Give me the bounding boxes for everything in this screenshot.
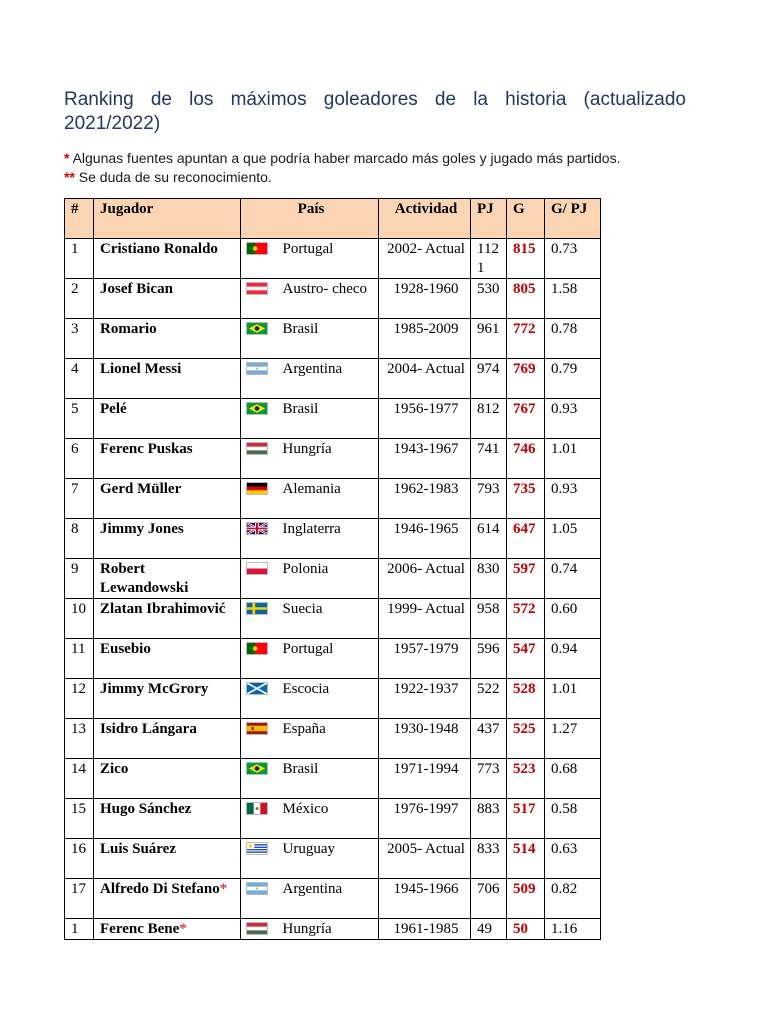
- player-cell: [94, 399, 241, 439]
- hungary-flag-icon: [246, 922, 268, 935]
- flag-cell: [241, 759, 279, 799]
- activity-cell: 1971-1994: [379, 759, 471, 799]
- player-cell: [94, 919, 241, 940]
- activity-cell: 2006- Actual: [379, 559, 471, 599]
- table-row: [65, 639, 601, 679]
- country-cell: Escocia: [279, 679, 379, 719]
- goals-per-match-cell: 0.60: [545, 599, 601, 639]
- country-cell: Hungría: [279, 919, 379, 940]
- flag-cell: [241, 919, 279, 940]
- player-cell: [94, 559, 241, 599]
- country-cell: Portugal: [279, 239, 379, 279]
- player-name: Hugo Sánchez: [100, 801, 192, 817]
- rank-cell: 5: [65, 399, 94, 439]
- rank-cell: 13: [65, 719, 94, 759]
- matches-cell: 1121: [471, 239, 507, 279]
- goals-cell: 805: [507, 279, 545, 319]
- goals-cell: 572: [507, 599, 545, 639]
- player-name: Cristiano Ronaldo: [100, 241, 218, 257]
- goals-cell: 514: [507, 839, 545, 879]
- austria-flag-icon: [246, 282, 268, 295]
- table-row: [65, 599, 601, 639]
- goals-per-match-cell: 0.63: [545, 839, 601, 879]
- matches-cell: 793: [471, 479, 507, 519]
- goals-cell: 815: [507, 239, 545, 279]
- asterisk-mark: *: [219, 881, 228, 897]
- player-cell: [94, 759, 241, 799]
- goals-cell: 547: [507, 639, 545, 679]
- rank-cell: 16: [65, 839, 94, 879]
- activity-cell: 1943-1967: [379, 439, 471, 479]
- sweden-flag-icon: [246, 602, 268, 615]
- uk-flag-icon: [246, 522, 268, 535]
- header-goals: G: [507, 199, 545, 239]
- country-cell: Uruguay: [279, 839, 379, 879]
- table-row: [65, 839, 601, 879]
- player-name: Gerd Müller: [100, 481, 182, 497]
- matches-cell: 522: [471, 679, 507, 719]
- table-row: [65, 279, 601, 319]
- player-cell: [94, 599, 241, 639]
- hungary-flag-icon: [246, 442, 268, 455]
- rank-cell: 2: [65, 279, 94, 319]
- rank-cell: 1: [65, 239, 94, 279]
- flag-cell: [241, 439, 279, 479]
- uruguay-flag-icon: [246, 842, 268, 855]
- footnote-doubtful: [64, 168, 272, 186]
- matches-cell: 883: [471, 799, 507, 839]
- player-cell: [94, 359, 241, 399]
- flag-cell: [241, 679, 279, 719]
- rank-cell: 15: [65, 799, 94, 839]
- goals-cell: 509: [507, 879, 545, 919]
- country-cell: Argentina: [279, 359, 379, 399]
- goals-cell: 597: [507, 559, 545, 599]
- flag-cell: [241, 519, 279, 559]
- matches-cell: 437: [471, 719, 507, 759]
- argentina-flag-icon: [246, 362, 268, 375]
- country-cell: Brasil: [279, 319, 379, 359]
- goals-per-match-cell: 0.94: [545, 639, 601, 679]
- page-title: Ranking de los máximos goleadores de la historia (actualizado 2021/2022): [64, 89, 686, 134]
- player-name: Lionel Messi: [100, 361, 182, 377]
- country-cell: Inglaterra: [279, 519, 379, 559]
- flag-cell: [241, 599, 279, 639]
- table-row: [65, 679, 601, 719]
- country-cell: Alemania: [279, 479, 379, 519]
- header-country: País: [241, 199, 379, 239]
- player-cell: [94, 279, 241, 319]
- goals-cell: 523: [507, 759, 545, 799]
- matches-cell: 830: [471, 559, 507, 599]
- flag-cell: [241, 799, 279, 839]
- country-cell: España: [279, 719, 379, 759]
- goals-cell: 767: [507, 399, 545, 439]
- activity-cell: 1962-1983: [379, 479, 471, 519]
- goals-per-match-cell: 1.27: [545, 719, 601, 759]
- flag-cell: [241, 719, 279, 759]
- goals-per-match-cell: 1.01: [545, 679, 601, 719]
- table-row: [65, 479, 601, 519]
- matches-cell: 773: [471, 759, 507, 799]
- player-name: Josef Bican: [100, 281, 173, 297]
- player-cell: [94, 639, 241, 679]
- activity-cell: 1957-1979: [379, 639, 471, 679]
- poland-flag-icon: [246, 562, 268, 575]
- brazil-flag-icon: [246, 402, 268, 415]
- country-cell: Suecia: [279, 599, 379, 639]
- brazil-flag-icon: [246, 322, 268, 335]
- country-cell: Argentina: [279, 879, 379, 919]
- header-player: Jugador: [94, 199, 241, 239]
- matches-cell: 530: [471, 279, 507, 319]
- goals-per-match-cell: 0.58: [545, 799, 601, 839]
- player-name: Jimmy Jones: [100, 521, 184, 537]
- header-activity: Actividad: [379, 199, 471, 239]
- player-cell: [94, 479, 241, 519]
- goals-per-match-cell: 0.93: [545, 399, 601, 439]
- germany-flag-icon: [246, 482, 268, 495]
- country-cell: Hungría: [279, 439, 379, 479]
- player-name: Ferenc Bene: [100, 921, 180, 937]
- matches-cell: 958: [471, 599, 507, 639]
- player-cell: [94, 719, 241, 759]
- activity-cell: 1946-1965: [379, 519, 471, 559]
- activity-cell: 1945-1966: [379, 879, 471, 919]
- flag-cell: [241, 839, 279, 879]
- scotland-flag-icon: [246, 682, 268, 695]
- asterisk-mark: *: [179, 921, 187, 937]
- flag-cell: [241, 479, 279, 519]
- player-cell: [94, 839, 241, 879]
- goals-per-match-cell: 1.01: [545, 439, 601, 479]
- player-cell: [94, 679, 241, 719]
- goals-cell: 772: [507, 319, 545, 359]
- flag-cell: [241, 279, 279, 319]
- activity-cell: 1976-1997: [379, 799, 471, 839]
- player-name: Robert Lewandowski: [100, 561, 189, 596]
- player-name: Alfredo Di Stefano: [100, 881, 220, 897]
- matches-cell: 596: [471, 639, 507, 679]
- rank-cell: 9: [65, 559, 94, 599]
- goals-cell: 769: [507, 359, 545, 399]
- top-scorers-table: [64, 198, 601, 940]
- player-name: Romario: [100, 321, 157, 337]
- activity-cell: 1930-1948: [379, 719, 471, 759]
- table-row: [65, 919, 601, 940]
- flag-cell: [241, 399, 279, 439]
- mexico-flag-icon: [246, 802, 268, 815]
- rank-cell: 17: [65, 879, 94, 919]
- table-row: [65, 559, 601, 599]
- player-cell: [94, 519, 241, 559]
- rank-cell: 1: [65, 919, 94, 940]
- country-cell: Brasil: [279, 759, 379, 799]
- player-name: Jimmy McGrory: [100, 681, 209, 697]
- double-asterisk-mark: **: [64, 169, 75, 185]
- goals-per-match-cell: 0.74: [545, 559, 601, 599]
- rank-cell: 11: [65, 639, 94, 679]
- footnote-more-goals: [64, 149, 620, 167]
- table-row: [65, 879, 601, 919]
- argentina-flag-icon: [246, 882, 268, 895]
- activity-cell: 2005- Actual: [379, 839, 471, 879]
- goals-per-match-cell: 1.05: [545, 519, 601, 559]
- flag-cell: [241, 879, 279, 919]
- goals-per-match-cell: 0.73: [545, 239, 601, 279]
- player-name: Eusebio: [100, 641, 151, 657]
- table-row: [65, 359, 601, 399]
- player-name: Pelé: [100, 401, 127, 417]
- goals-cell: 647: [507, 519, 545, 559]
- player-cell: [94, 319, 241, 359]
- flag-cell: [241, 319, 279, 359]
- brazil-flag-icon: [246, 762, 268, 775]
- player-name: Zico: [100, 761, 129, 777]
- table-row: [65, 759, 601, 799]
- matches-cell: 812: [471, 399, 507, 439]
- activity-cell: 1961-1985: [379, 919, 471, 940]
- activity-cell: 2002- Actual: [379, 239, 471, 279]
- rank-cell: 3: [65, 319, 94, 359]
- rank-cell: 14: [65, 759, 94, 799]
- table-row: [65, 439, 601, 479]
- goals-per-match-cell: 0.79: [545, 359, 601, 399]
- table-row: [65, 399, 601, 439]
- matches-cell: 741: [471, 439, 507, 479]
- goals-per-match-cell: 1.16: [545, 919, 601, 940]
- portugal-flag-icon: [246, 242, 268, 255]
- header-rank: #: [65, 199, 94, 239]
- country-cell: México: [279, 799, 379, 839]
- matches-cell: 961: [471, 319, 507, 359]
- goals-per-match-cell: 1.58: [545, 279, 601, 319]
- flag-cell: [241, 559, 279, 599]
- player-cell: [94, 799, 241, 839]
- goals-cell: 746: [507, 439, 545, 479]
- rank-cell: 7: [65, 479, 94, 519]
- footnote-text: Se duda de su reconocimiento.: [74, 169, 272, 185]
- rank-cell: 8: [65, 519, 94, 559]
- flag-cell: [241, 359, 279, 399]
- country-cell: Portugal: [279, 639, 379, 679]
- matches-cell: 974: [471, 359, 507, 399]
- table-row: [65, 319, 601, 359]
- table-header-row: [65, 199, 601, 239]
- flag-cell: [241, 639, 279, 679]
- rank-cell: 10: [65, 599, 94, 639]
- activity-cell: 1999- Actual: [379, 599, 471, 639]
- goals-cell: 50: [507, 919, 545, 940]
- goals-cell: 735: [507, 479, 545, 519]
- goals-cell: 525: [507, 719, 545, 759]
- goals-per-match-cell: 0.78: [545, 319, 601, 359]
- activity-cell: 1928-1960: [379, 279, 471, 319]
- activity-cell: 2004- Actual: [379, 359, 471, 399]
- header-matches: PJ: [471, 199, 507, 239]
- country-cell: Polonia: [279, 559, 379, 599]
- spain-flag-icon: [246, 722, 268, 735]
- goals-per-match-cell: 0.93: [545, 479, 601, 519]
- player-name: Ferenc Puskas: [100, 441, 193, 457]
- table-row: [65, 519, 601, 559]
- matches-cell: 706: [471, 879, 507, 919]
- player-name: Luis Suárez: [100, 841, 176, 857]
- player-name: Isidro Lángara: [100, 721, 197, 737]
- rank-cell: 4: [65, 359, 94, 399]
- matches-cell: 833: [471, 839, 507, 879]
- activity-cell: 1956-1977: [379, 399, 471, 439]
- country-cell: Brasil: [279, 399, 379, 439]
- matches-cell: 49: [471, 919, 507, 940]
- rank-cell: 12: [65, 679, 94, 719]
- goals-cell: 528: [507, 679, 545, 719]
- goals-per-match-cell: 0.82: [545, 879, 601, 919]
- player-cell: [94, 239, 241, 279]
- player-name: Zlatan Ibrahimović: [100, 601, 226, 617]
- player-cell: [94, 879, 241, 919]
- footnote-text: Algunas fuentes apuntan a que podría haber marcado más goles y jugado más partidos.: [69, 150, 621, 166]
- asterisk-mark: *: [64, 150, 70, 166]
- goals-per-match-cell: 0.68: [545, 759, 601, 799]
- portugal-flag-icon: [246, 642, 268, 655]
- country-cell: Austro- checo: [279, 279, 379, 319]
- activity-cell: 1985-2009: [379, 319, 471, 359]
- header-goals-per-match: G/ PJ: [545, 199, 601, 239]
- table-row: [65, 239, 601, 279]
- goals-cell: 517: [507, 799, 545, 839]
- activity-cell: 1922-1937: [379, 679, 471, 719]
- matches-cell: 614: [471, 519, 507, 559]
- player-cell: [94, 439, 241, 479]
- rank-cell: 6: [65, 439, 94, 479]
- table-row: [65, 719, 601, 759]
- table-row: [65, 799, 601, 839]
- flag-cell: [241, 239, 279, 279]
